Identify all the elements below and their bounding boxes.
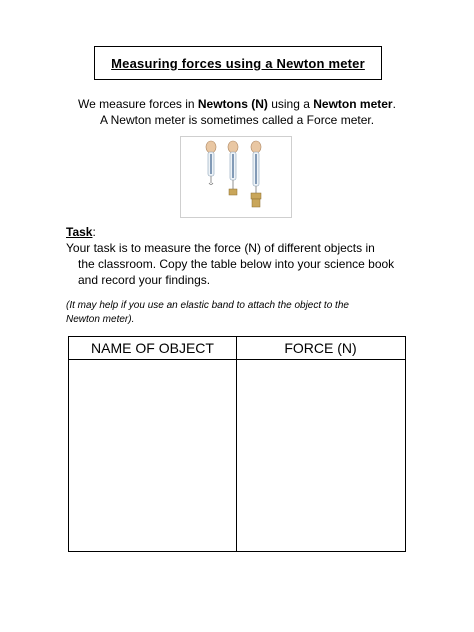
title-box bbox=[94, 46, 382, 80]
task-heading bbox=[66, 225, 96, 239]
recording-table bbox=[68, 336, 406, 552]
newton-meter-1 bbox=[206, 141, 216, 185]
intro-text-e: . bbox=[392, 97, 396, 111]
newton-meters-image bbox=[180, 136, 292, 218]
intro-text-newton-meter: Newton meter bbox=[313, 97, 393, 111]
newton-meters-illustration bbox=[181, 137, 291, 217]
page-title: Measuring forces using a Newton meter bbox=[111, 55, 365, 71]
intro-line-1 bbox=[40, 97, 434, 111]
task-text bbox=[66, 240, 416, 288]
task-line-2: the classroom. Copy the table below into your science book bbox=[78, 257, 395, 271]
task-heading-label: Task bbox=[66, 225, 93, 239]
table-header-object: NAME OF OBJECT bbox=[91, 340, 214, 356]
hint-text bbox=[66, 299, 406, 327]
table-column-divider bbox=[236, 337, 237, 551]
task-line-1: Your task is to measure the force (N) of different objects in bbox=[66, 241, 375, 255]
task-line-3: and record your findings. bbox=[78, 273, 211, 287]
intro-text-a: We measure forces in bbox=[78, 97, 198, 111]
newton-meter-3 bbox=[251, 141, 261, 207]
newton-meter-2 bbox=[228, 141, 238, 195]
intro-line-2: A Newton meter is sometimes called a Force meter. bbox=[99, 113, 375, 127]
intro-text-c: using a bbox=[267, 97, 314, 111]
hint-line-1: (It may help if you use an elastic band to attach the object to the bbox=[66, 300, 349, 311]
hint-line-2: Newton meter). bbox=[66, 314, 135, 325]
task-heading-colon: : bbox=[92, 225, 96, 239]
table-header-force: FORCE (N) bbox=[284, 340, 357, 356]
intro-text-newtons: Newtons (N) bbox=[197, 97, 268, 111]
